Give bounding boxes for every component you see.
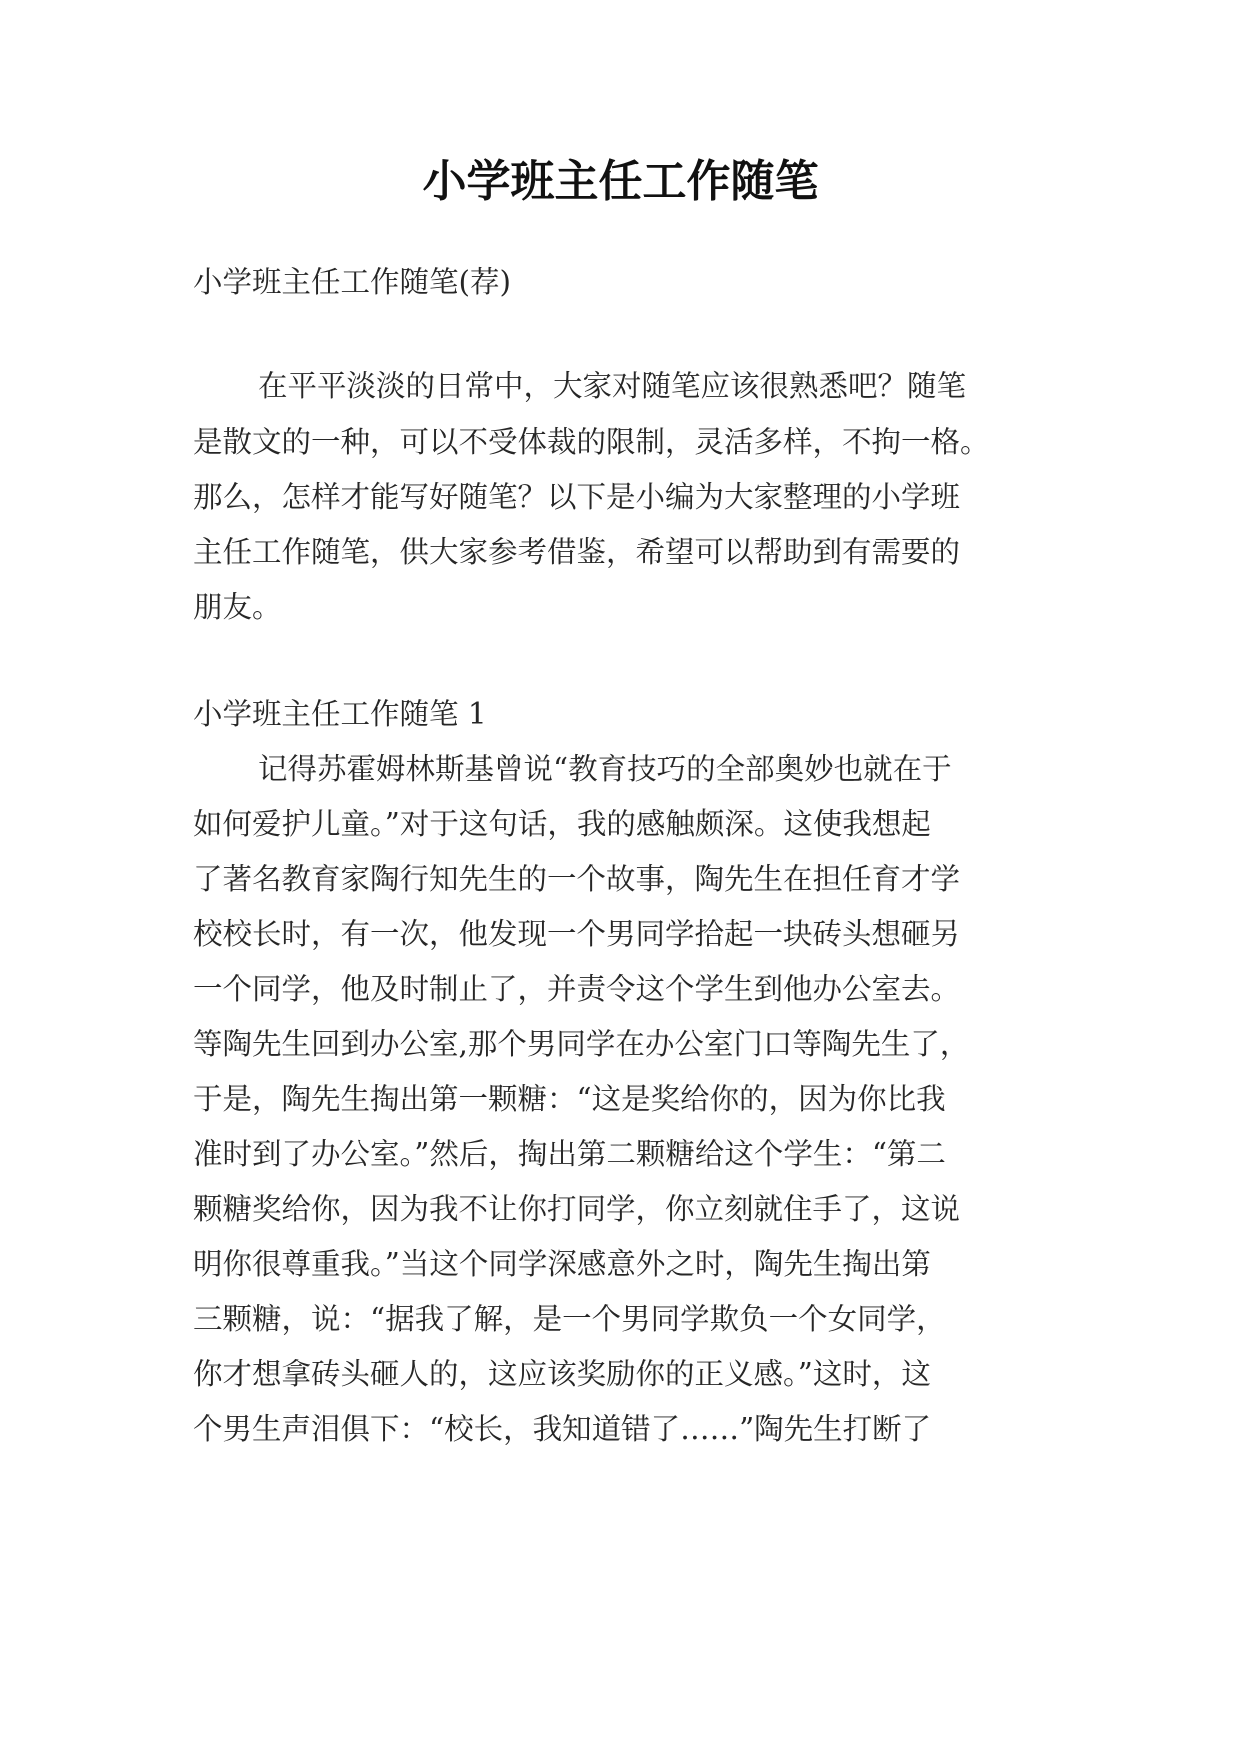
intro-line: 朋友。	[193, 590, 282, 624]
section-heading: 小学班主任工作随笔 1	[193, 697, 487, 731]
body-line: 于是，陶先生掏出第一颗糖：“这是奖给你的，因为你比我	[193, 1082, 946, 1116]
document-title: 小学班主任工作随笔	[422, 156, 819, 207]
body-line: 等陶先生回到办公室,那个男同学在办公室门口等陶先生了，	[193, 1027, 970, 1061]
intro-line: 那么，怎样才能写好随笔？以下是小编为大家整理的小学班	[193, 480, 961, 514]
intro-line: 是散文的一种，可以不受体裁的限制，灵活多样，不拘一格。	[193, 425, 990, 459]
body-line: 你才想拿砖头砸人的，这应该奖励你的正义感。”这时，这	[193, 1357, 931, 1391]
intro-line: 主任工作随笔，供大家参考借鉴，希望可以帮助到有需要的	[193, 535, 961, 569]
body-line: 一个同学，他及时制止了，并责令这个学生到他办公室去。	[193, 972, 961, 1006]
body-line: 颗糖奖给你，因为我不让你打同学，你立刻就住手了，这说	[193, 1192, 961, 1226]
body-line: 校校长时，有一次，他发现一个男同学拾起一块砖头想砸另	[193, 917, 961, 951]
body-line: 个男生声泪俱下：“校长，我知道错了……”陶先生打断了	[193, 1412, 932, 1446]
body-line: 记得苏霍姆林斯基曾说“教育技巧的全部奥妙也就在于	[258, 752, 952, 786]
body-line: 了著名教育家陶行知先生的一个故事，陶先生在担任育才学	[193, 862, 961, 896]
body-line: 准时到了办公室。”然后，掏出第二颗糖给这个学生：“第二	[193, 1137, 946, 1171]
document-subtitle: 小学班主任工作随笔(荐)	[193, 265, 512, 299]
body-line: 如何爱护儿童。”对于这句话，我的感触颇深。这使我想起	[193, 807, 931, 841]
body-line: 三颗糖，说：“据我了解，是一个男同学欺负一个女同学，	[193, 1302, 946, 1336]
body-line: 明你很尊重我。”当这个同学深感意外之时，陶先生掏出第	[193, 1247, 931, 1281]
intro-line: 在平平淡淡的日常中，大家对随笔应该很熟悉吧？随笔	[258, 369, 967, 403]
